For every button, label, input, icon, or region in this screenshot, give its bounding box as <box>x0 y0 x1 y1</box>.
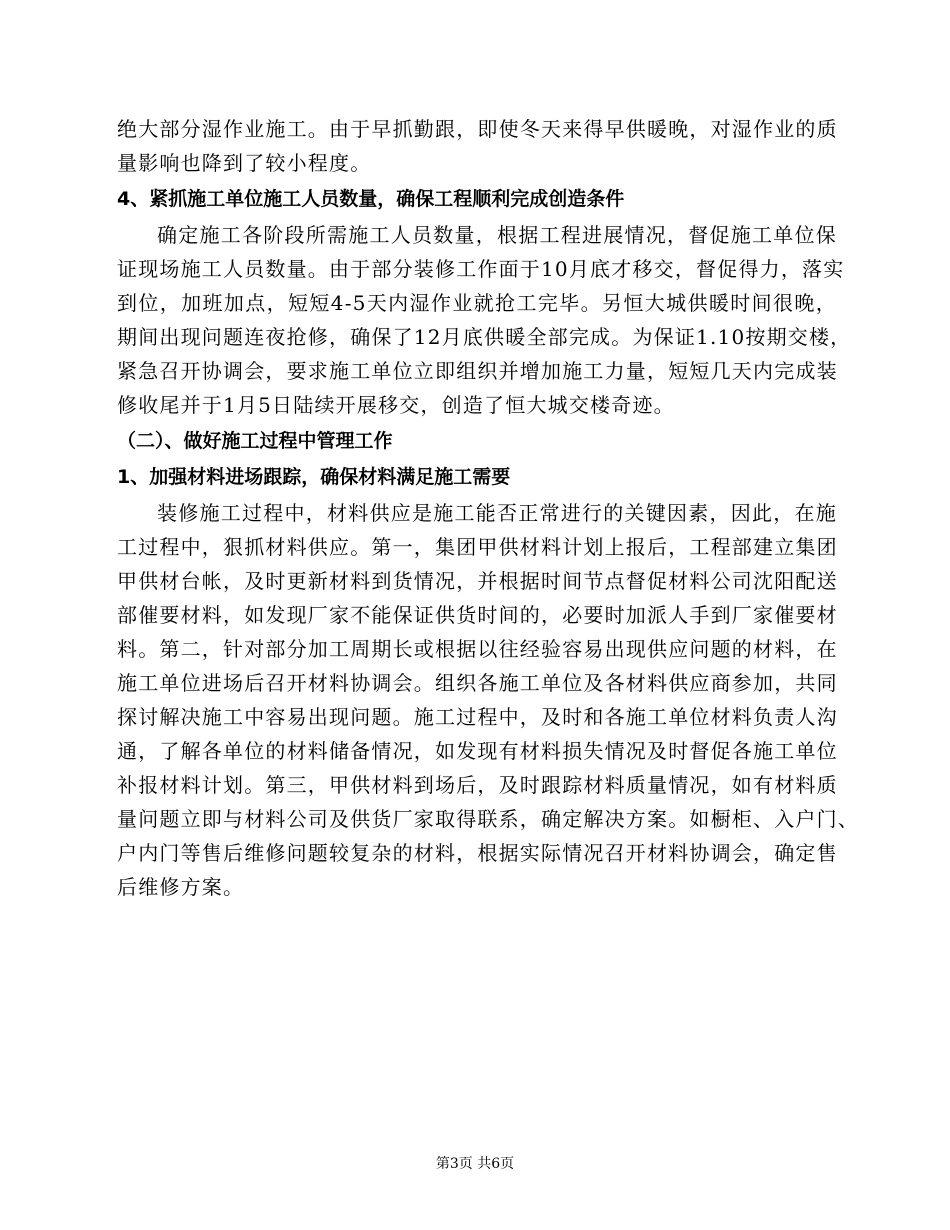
text-line: 甲供材台帐，及时更新材料到货情况，并根据时间节点督促材料公司沈阳配送 <box>117 569 838 593</box>
text-line: 户内门等售后维修问题较复杂的材料，根据实际情况召开材料协调会，确定售 <box>117 841 838 865</box>
paragraph-staffing <box>117 218 852 422</box>
text-line: 期间出现问题连夜抢修，确保了12月底供暖全部完成。为保证1.10按期交楼， <box>117 325 852 349</box>
text-line: 探讨解决施工中容易出现问题。施工过程中，及时和各施工单位材料负责人沟 <box>117 705 838 729</box>
page-number-footer: 第3页 共6页 <box>435 1156 515 1172</box>
text-line: 料。第二，针对部分加工周期长或根据以往经验容易出现供应问题的材料，在 <box>117 637 838 661</box>
paragraph-materials <box>117 496 859 904</box>
text-line: 修收尾并于1月5日陆续开展移交，创造了恒大城交楼奇迹。 <box>117 393 675 417</box>
text-line: 施工单位进场后召开材料协调会。组织各施工单位及各材料供应商参加，共同 <box>117 671 838 695</box>
text-line: 补报材料计划。第三，甲供材料到场后，及时跟踪材料质量情况，如有材料质 <box>117 773 838 797</box>
section-heading-4: 4、紧抓施工单位施工人员数量，确保工程顺利完成创造条件 <box>117 188 625 210</box>
text-line: 通，了解各单位的材料储备情况，如发现有材料损失情况及时督促各施工单位 <box>117 739 838 763</box>
text-line: 装修施工过程中，材料供应是施工能否正常进行的关键因素，因此，在施 <box>157 501 837 525</box>
text-line: 工过程中，狠抓材料供应。第一，集团甲供材料计划上报后，工程部建立集团 <box>117 535 838 559</box>
text-line: 部催要材料，如发现厂家不能保证供货时间的，必要时加派人手到厂家催要材 <box>117 603 838 627</box>
section-heading-1: 1、加强材料进场跟踪，确保材料满足施工需要 <box>117 466 511 488</box>
text-line: 证现场施工人员数量。由于部分装修工作面于10月底才移交，督促得力，落实 <box>117 257 845 281</box>
text-line: 后维修方案。 <box>117 875 245 899</box>
text-line: 量影响也降到了较小程度。 <box>117 151 372 175</box>
paragraph-wet-work <box>117 112 837 180</box>
text-line: 量问题立即与材料公司及供货厂家取得联系，确定解决方案。如橱柜、入户门、 <box>117 807 859 831</box>
text-line: 确定施工各阶段所需施工人员数量，根据工程进展情况，督促施工单位保 <box>157 223 837 247</box>
document-page <box>117 112 859 904</box>
text-line: 绝大部分湿作业施工。由于早抓勤跟，即使冬天来得早供暖晚，对湿作业的质 <box>117 117 838 141</box>
section-heading-two: （二）、做好施工过程中管理工作 <box>117 430 393 452</box>
text-line: 到位，加班加点，短短4-5天内湿作业就抢工完毕。另恒大城供暖时间很晚， <box>117 291 837 315</box>
text-line: 紧急召开协调会，要求施工单位立即组织并增加施工力量，短短几天内完成装 <box>117 359 838 383</box>
